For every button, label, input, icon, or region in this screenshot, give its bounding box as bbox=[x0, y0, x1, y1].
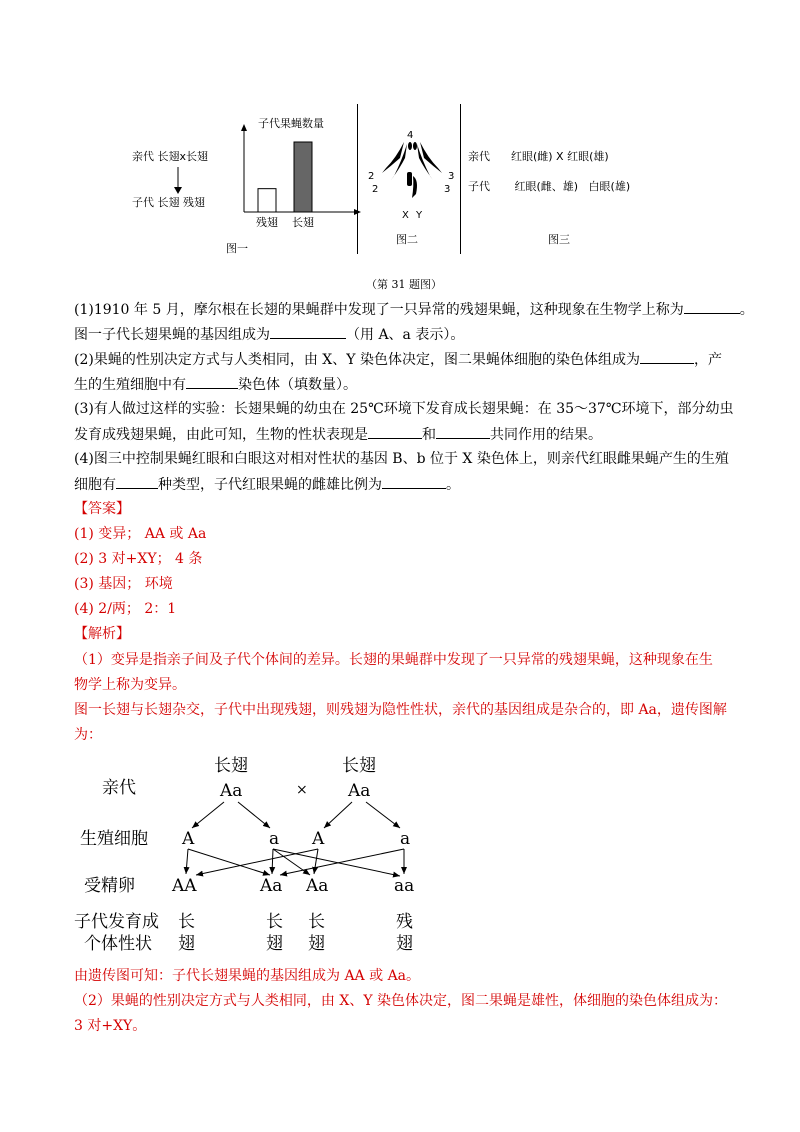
question-2-line-1 bbox=[74, 349, 722, 370]
divider-2 bbox=[460, 104, 461, 254]
gamete-4: a bbox=[400, 829, 411, 849]
trait-1-a: 长 bbox=[178, 912, 195, 932]
trait-2-a: 长 bbox=[266, 912, 283, 932]
figure1 bbox=[126, 112, 366, 262]
q3-blank-2 bbox=[436, 424, 490, 439]
q4-text-end: 。 bbox=[446, 477, 460, 493]
answer-2: (2) 3 对+XY； 4 条 bbox=[74, 551, 203, 567]
analysis-p1-line-2: 物学上称为变异。 bbox=[74, 677, 186, 693]
figure3-parent: 亲代 红眼(雌) X 红眼(雄) bbox=[468, 150, 609, 163]
q2-text: (2)果蝇的性别决定方式与人类相同，由 X、Y 染色体决定，图二果蝇体细胞的染色体组成为 bbox=[74, 352, 640, 368]
chromosome-4a bbox=[408, 142, 412, 150]
row-label-traits-2: 个体性状 bbox=[84, 934, 152, 954]
figure3-child: 子代 红眼(雌、雄) 白眼(雄) bbox=[468, 180, 631, 193]
chromosome-x bbox=[407, 172, 412, 186]
figure1-parent-label: 亲代 长翅x长翅 bbox=[132, 150, 209, 163]
q3-text-mid: 和 bbox=[422, 427, 436, 443]
parent-left-genotype: Aa bbox=[220, 781, 243, 801]
trait-2-b: 翅 bbox=[266, 934, 283, 954]
trait-3-a: 长 bbox=[308, 912, 325, 932]
arrow-parent-right-to-A bbox=[324, 802, 352, 828]
gamete-2: a bbox=[269, 829, 280, 849]
bar-2 bbox=[294, 142, 312, 212]
q2-blank-2 bbox=[186, 374, 238, 389]
zygote-1: AA bbox=[172, 876, 197, 896]
q1-text-b-end: （用 A、a 表示）。 bbox=[346, 327, 465, 343]
arrow-parent-left-to-A bbox=[192, 802, 224, 828]
figure1-caption: 图一 bbox=[226, 242, 248, 255]
arrow-A-to-Aa-2 bbox=[314, 849, 318, 874]
gamete-3: A bbox=[312, 829, 325, 849]
q1-text-end: 。 bbox=[739, 302, 754, 318]
figure1-arrow bbox=[172, 167, 184, 195]
tick-label-1: 残翅 bbox=[256, 216, 278, 229]
trait-4-a: 残 bbox=[396, 912, 413, 932]
bar-1 bbox=[258, 189, 276, 212]
answer-1: (1) 变异； AA 或 Aa bbox=[74, 526, 207, 542]
question-4-line-1: (4)图三中控制果蝇红眼和白眼这对相对性状的基因 B、b 位于 X 染色体上，则亲代红眼雌果蝇产生的生殖 bbox=[74, 451, 729, 467]
row-label-traits-1: 子代发育成 bbox=[74, 912, 159, 932]
question-3-line-2 bbox=[74, 424, 602, 445]
q1-text-b: 图一子代长翅果蝇的基因组成为 bbox=[74, 327, 270, 343]
q4-blank-1 bbox=[116, 474, 158, 489]
chromosome-2a bbox=[382, 142, 404, 173]
q3-text-end: 共同作用的结果。 bbox=[490, 427, 602, 443]
chromosome-label-2b: 2 bbox=[372, 184, 379, 195]
figure1-child-label: 子代 长翅 残翅 bbox=[132, 196, 205, 209]
trait-3-b: 翅 bbox=[308, 934, 325, 954]
answer-heading: 【答案】 bbox=[74, 501, 130, 517]
q4-blank-2 bbox=[382, 474, 446, 489]
chromosome-label-4: 4 bbox=[407, 130, 414, 141]
chart-title: 子代果蝇数量 bbox=[258, 117, 324, 130]
row-label-zygotes: 受精卵 bbox=[84, 876, 135, 896]
tick-label-2: 长翅 bbox=[292, 216, 314, 229]
figure3-caption: 图三 bbox=[548, 233, 570, 246]
parent-left-trait: 长翅 bbox=[214, 756, 248, 776]
arrow-a-to-Aa-1 bbox=[272, 849, 273, 874]
analysis-p2-line-2: 为： bbox=[74, 727, 102, 743]
q4-text-b: 细胞有 bbox=[74, 477, 116, 493]
q2-blank-1 bbox=[640, 349, 694, 364]
q2-text-end: ，产 bbox=[693, 352, 722, 368]
chromosome-label-3a: 3 bbox=[448, 171, 455, 182]
y-axis-arrow bbox=[241, 124, 247, 131]
figure-caption: （第 31 题图） bbox=[366, 278, 442, 291]
trait-4-b: 翅 bbox=[396, 934, 413, 954]
figure2-chromosomes bbox=[364, 128, 456, 223]
chromosome-4b bbox=[413, 142, 417, 150]
arrow-parent-right-to-a bbox=[366, 802, 400, 828]
divider-1 bbox=[357, 104, 358, 254]
zygote-4: aa bbox=[394, 876, 415, 896]
question-1-line-2 bbox=[74, 324, 464, 345]
trait-1-b: 翅 bbox=[178, 934, 195, 954]
chromosome-label-2a: 2 bbox=[368, 171, 375, 182]
answer-3: (3) 基因； 环境 bbox=[74, 576, 173, 592]
analysis-p3: 由遗传图可知：子代长翅果蝇的基因组成为 AA 或 Aa。 bbox=[74, 968, 421, 984]
analysis-p1-line-1: （1）变异是指亲子间及子代个体间的差异。长翅的果蝇群中发现了一只异常的残翅果蝇，这种现象在生 bbox=[74, 652, 713, 668]
q3-blank-1 bbox=[368, 424, 422, 439]
question-4-line-2 bbox=[74, 474, 460, 495]
analysis-heading: 【解析】 bbox=[74, 626, 130, 642]
analysis-p4-line-2: 3 对+XY。 bbox=[74, 1018, 147, 1034]
question-1-line-1 bbox=[74, 299, 754, 320]
chromosome-label-y: Y bbox=[416, 210, 423, 221]
figure1-bar-chart bbox=[236, 112, 366, 232]
q1-blank-1 bbox=[684, 299, 740, 314]
arrow-parent-left-to-a bbox=[238, 802, 270, 828]
parent-right-trait: 长翅 bbox=[342, 756, 376, 776]
chromosome-y bbox=[412, 176, 417, 198]
zygote-2: Aa bbox=[260, 876, 283, 896]
answer-4: (4) 2/两； 2：1 bbox=[74, 601, 177, 617]
arrow-A-to-AA bbox=[186, 849, 188, 874]
q1-text: (1)1910 年 5 月，摩尔根在长翅的果蝇群中发现了一只异常的残翅果蝇，这种现象在生物学上称为 bbox=[74, 302, 684, 318]
q2-text-b: 生的生殖细胞中有 bbox=[74, 377, 186, 393]
q2-text-b-end: 染色体（填数量）。 bbox=[238, 377, 357, 393]
row-label-parents: 亲代 bbox=[102, 778, 136, 798]
gamete-1: A bbox=[182, 829, 195, 849]
zygote-3: Aa bbox=[306, 876, 329, 896]
chromosome-3a bbox=[420, 142, 442, 173]
parent-right-genotype: Aa bbox=[348, 781, 371, 801]
q4-text-mid: 种类型，子代红眼果蝇的雌雄比例为 bbox=[158, 477, 382, 493]
cross-symbol: × bbox=[296, 782, 308, 798]
q3-text-b: 发育成残翅果蝇，由此可知，生物的性状表现是 bbox=[74, 427, 368, 443]
chromosome-label-x: X bbox=[402, 210, 409, 221]
question-2-line-2 bbox=[74, 374, 357, 395]
figure2-caption: 图二 bbox=[396, 233, 418, 246]
analysis-p2-line-1: 图一长翅与长翅杂交，子代中出现残翅，则残翅为隐性性状，亲代的基因组成是杂合的，即 Aa，遗传图解 bbox=[74, 702, 727, 718]
genetic-cross-diagram bbox=[74, 748, 454, 960]
analysis-p4-line-1: （2）果蝇的性别决定方式与人类相同，由 X、Y 染色体决定，图二果蝇是雄性，体细胞的染色体组成为： bbox=[74, 993, 728, 1009]
chromosome-label-3b: 3 bbox=[444, 184, 451, 195]
q1-blank-2 bbox=[270, 324, 346, 339]
question-3-line-1: (3)有人做过这样的实验：长翅果蝇的幼虫在 25℃环境下发育成长翅果蝇：在 35～37℃环境下，部分幼虫 bbox=[74, 401, 734, 417]
row-label-gametes: 生殖细胞 bbox=[80, 829, 148, 849]
